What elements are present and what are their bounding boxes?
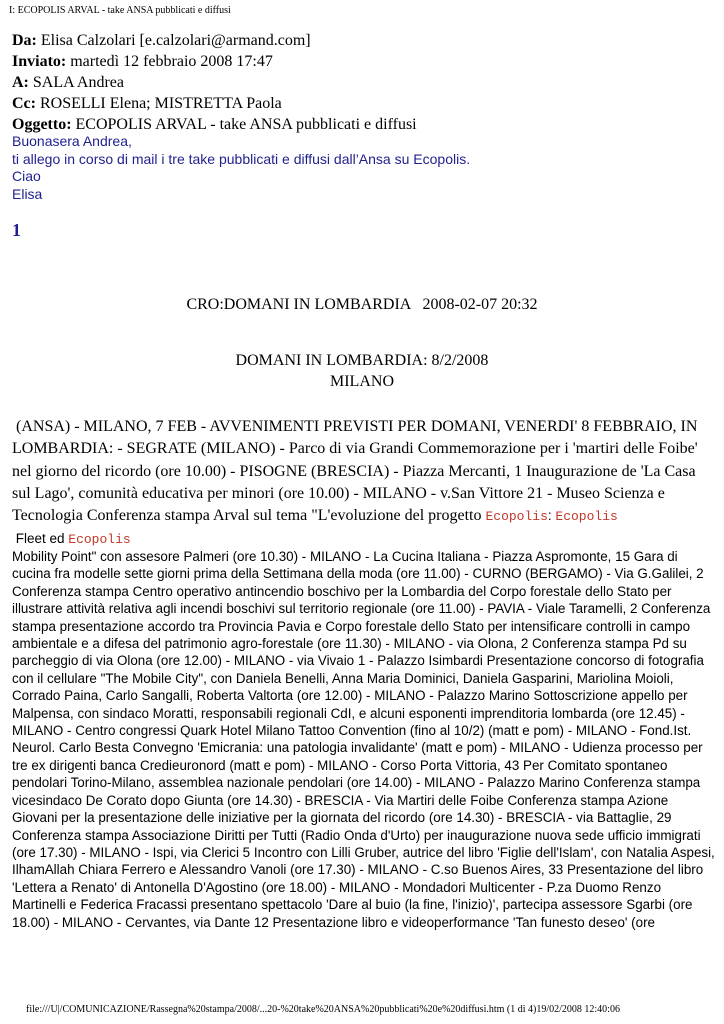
to-label: A: bbox=[12, 74, 29, 91]
section-number: 1 bbox=[12, 220, 21, 240]
article-body: Mobility Point" con assesore Palmeri (ore 10.30) - MILANO - La Cucina Italiana - Piazza Aspromonte, 15 Gara di cucina fra modelle sette giorni prima della Settimana della moda (ore 11.00) - CURNO (BERGAMO) - Via G.Galilei, 2 Conferenza stampa Centro operativo antincendio boschivo per la Lombardia del Corpo forestale dello Stato per illustrare attività relativa agli incendi boschivi sul territorio regionale (ore 11.00) - PAVIA - Viale Taramelli, 2 Conferenza stampa presentazione accordo tra Provincia Pavia e Corpo forestale dello Stato per intensificare controlli in campo ambientale e a difesa del patrimonio agro-forestale (ore 11.30) - MILANO - via Olona, 2 Conferenza stampa Pd su parcheggio di via Olona (ore 12.00) - MILANO - via Vivaio 1 - Palazzo Isimbardi Presentazione concorso di fotografia con il cellulare "The Mobile City", con Daniela Benelli, Anna Maria Dominici, Daniela Gasparini, Mariolina Moioli, Corrado Paina, Carlo Sangalli, Roberta Valtorta (ore 12.00) - MILANO - Palazzo Marino Sottoscrizione appello per Malpensa, con sindaco Moratti, responsabili regionali CdI, e alcuni esponenti imprenditoria lombarda (ore 12.45) - MILANO - Centro congressi Quark Hotel Milano Tattoo Convention (fino al 10/2) (matt e pom) - MILANO - Fond.Ist. Neurol. Carlo Besta Convegno 'Emicrania: una patologia invalidante' (matt e pom) - MILANO - Udienza processo per tre ex dirigenti banca Credieuronord (matt e pom) - MILANO - Corso Porta Vittoria, 43 Per Comitato spontaneo pendolari Torino-Milano, assemblea nazionale pendolari (ore 14.00) - MILANO - Palazzo Marino Conferenza stampa vicesindaco De Corato dopo Giunta (ore 14.30) - BRESCIA - Via Martiri delle Foibe Conferenza stampa Azione Giovani per la presentazione delle iniziative per la giornata del ricordo (ore 14.30) - BRESCIA - via Battaglie, 29 Conferenza stampa Associazione Diritti per Tutti (Radio Onda d'Urto) per inaugurazione nuova sede ufficio immigrati (ore 17.30) - MILANO - Ispi, via Clerici 5 Incontro con Lilli Gruber, autrice del libro 'Figlie dell'Islam', con Natalia Aspesi, IlhamAllah Chiara Ferrero e Alessandro Vanoli (ore 17.30) - MILANO - C.so Buenos Aires, 33 Presentazione del libro 'Lettera a Renato' di Antonella D'Agostino (ore 18.00) - MILANO - Mondadori Multicenter - P.za Duomo Renzo Martinelli e Federica Fracassi presentano spettacolo 'Dare al buio (la fine, l'inizio)', partecipa assessore Sgarbi (ore 18.00) - MILANO - Cervantes, via Dante 12 Presentazione libro e videoperformance 'Tan funesto deseo' (ore bbox=[12, 549, 715, 930]
to-value: SALA Andrea bbox=[32, 74, 124, 91]
page-footer: file:///U|/COMUNICAZIONE/Rassegna%20stampa/2008/...20-%20take%20ANSA%20pubblicati%20e%20diffusi.htm (1 di 4)19/02/2008 12:40:06 bbox=[26, 1004, 620, 1015]
sent-value: martedì 12 febbraio 2008 17:47 bbox=[70, 53, 273, 70]
greeting-line: Buonasera Andrea, bbox=[12, 133, 132, 149]
highlight-ecopolis-2: Ecopolis bbox=[555, 509, 618, 525]
cc-row bbox=[12, 93, 712, 114]
cc-label: Cc: bbox=[12, 95, 36, 112]
cc-value: ROSELLI Elena; MISTRETTA Paola bbox=[39, 95, 282, 112]
separator-text: : bbox=[547, 508, 556, 524]
article-lead bbox=[12, 416, 712, 552]
sent-label: Inviato: bbox=[12, 53, 67, 70]
from-row bbox=[12, 30, 712, 51]
subject-label: Oggetto: bbox=[12, 116, 72, 133]
email-header bbox=[12, 30, 712, 135]
message-line: ti allego in corso di mail i tre take pubblicati e diffusi dall’Ansa su Ecopolis. bbox=[12, 150, 471, 167]
article-title-line1: DOMANI IN LOMBARDIA: 8/2/2008 bbox=[235, 352, 489, 369]
running-head: I: ECOPOLIS ARVAL - take ANSA pubblicati e diffusi bbox=[9, 5, 231, 16]
subject-value: ECOPOLIS ARVAL - take ANSA pubblicati e diffusi bbox=[75, 116, 417, 133]
article-title bbox=[0, 350, 724, 392]
article-lead-text: (ANSA) - MILANO, 7 FEB - AVVENIMENTI PREVISTI PER DOMANI, VENERDI' 8 FEBBRAIO, IN LOMBARDIA: - SEGRATE (MILANO) - Parco di via Grandi Commemorazione per i 'martiri delle Foibe' nel giorno del ricordo (ore 10.00) - PISOGNE (BRESCIA) - Piazza Mercanti, 1 Inaugurazione de 'La Casa sul Lago', comunità educativa per minori (ore 10.00) - MILANO - v.San Vittore 21 - Museo Scienza e Tecnologia Conferenza stampa Arval sul tema "L'evoluzione del progetto bbox=[12, 418, 698, 525]
article-slug: CRO:DOMANI IN LOMBARDIA 2008-02-07 20:32 bbox=[186, 296, 538, 313]
article-title-line2: MILANO bbox=[330, 373, 394, 390]
highlight-ecopolis-3: Ecopolis bbox=[68, 532, 131, 548]
subject-row bbox=[12, 114, 712, 135]
fleet-text: Fleet ed bbox=[12, 531, 69, 547]
from-label: Da: bbox=[12, 32, 37, 49]
message-body bbox=[12, 133, 712, 203]
from-value: Elisa Calzolari [e.calzolari@armand.com] bbox=[40, 32, 311, 49]
sent-row bbox=[12, 51, 712, 72]
to-row bbox=[12, 72, 712, 93]
closing-line: Ciao bbox=[12, 168, 41, 184]
signature-line: Elisa bbox=[12, 185, 43, 202]
highlight-ecopolis-1: Ecopolis bbox=[485, 509, 548, 525]
